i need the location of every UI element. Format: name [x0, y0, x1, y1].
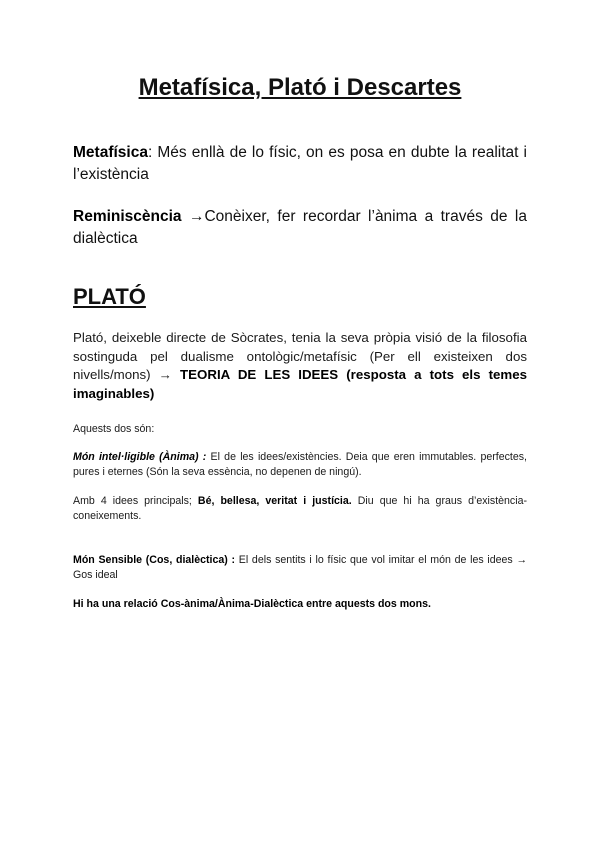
- plato-intro-text: Plató, deixeble directe de Sòcrates, tenia la seva pròpia visió de la filosofia sostinguda pel dualisme ontològic/metafísic (Per ell existeixen dos nivells/mons) →: [73, 330, 527, 382]
- document-title: Metafísica, Plató i Descartes: [138, 74, 462, 101]
- relacio-text: Hi ha una relació Cos-ànima/Ànima-Dialèctica entre aquests dos mons.: [73, 598, 431, 610]
- reminiscencia-text: →Conèixer, fer recordar l’ànima a través de la dialèctica: [73, 208, 527, 247]
- reminiscencia-definition: [73, 206, 527, 250]
- idees-principals-paragraph: [73, 494, 527, 524]
- metafisica-term: Metafísica: [73, 144, 148, 161]
- mon-intelligible-text: El de les idees/existències. Deia que eren immutables. perfectes, pures i eternes (Són la seva essència, no depenen de ningú).: [73, 451, 527, 478]
- plato-heading: PLATÓ: [73, 284, 146, 309]
- metafisica-definition: [73, 142, 527, 186]
- teoria-idees-bold: TEORIA DE LES IDEES (resposta a tots els temes imaginables): [73, 367, 528, 401]
- idees-text: Amb 4 idees principals;: [73, 495, 198, 507]
- aquests-text: Aquests dos són:: [73, 423, 155, 435]
- metafisica-text: Més enllà de lo físic, on es posa en dubte la realitat i l’existència: [73, 144, 527, 183]
- relacio-paragraph: [73, 597, 527, 612]
- metafisica-separator: :: [147, 144, 153, 161]
- idees-bold: Bé, bellesa, veritat i justícia.: [197, 495, 352, 507]
- mon-sensible-text: El dels sentits i lo físic que vol imitar el món de les idees → Gos ideal: [73, 554, 528, 581]
- mon-intelligible-paragraph: [73, 450, 527, 480]
- idees-text-2: Diu que hi ha graus d’existència-coneixements.: [73, 495, 527, 522]
- mon-sensible-paragraph: [73, 553, 527, 583]
- mon-intelligible-term: Món intel·ligible (Ànima) :: [73, 451, 207, 463]
- reminiscencia-term: Reminiscència: [73, 208, 182, 225]
- plato-intro-paragraph: [73, 329, 527, 403]
- mon-sensible-term: Món Sensible (Cos, dialèctica) :: [73, 554, 236, 566]
